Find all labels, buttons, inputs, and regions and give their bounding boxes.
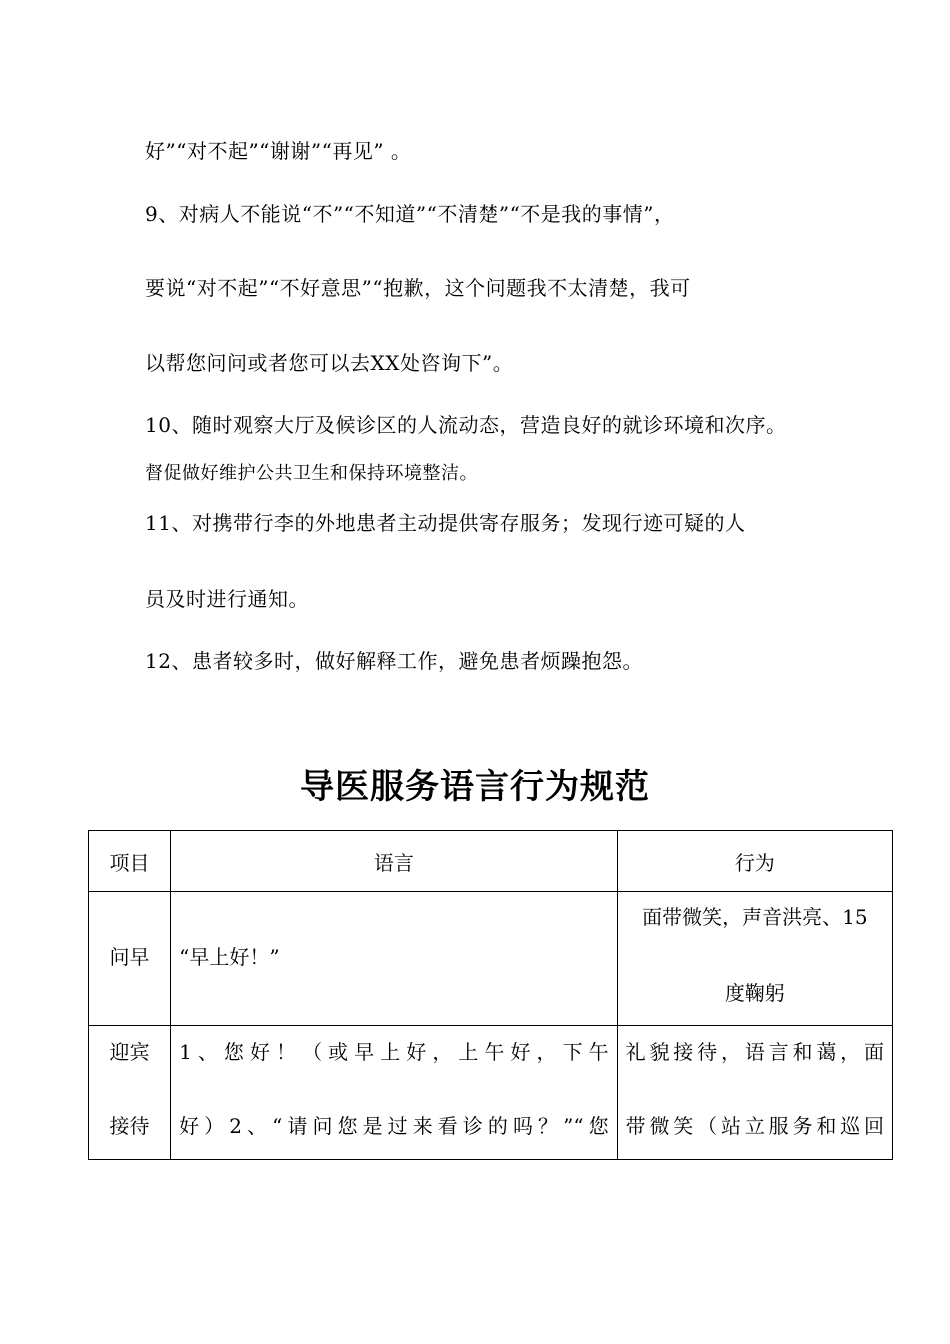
table-header-row	[89, 831, 893, 892]
cell-text: 迎宾	[109, 1040, 150, 1064]
table-row	[89, 892, 893, 1026]
cell-text: 问早	[109, 945, 150, 969]
header-behavior: 行为	[617, 831, 892, 892]
cell-text: 1、您好！（或早上好，上午好，下午	[179, 1040, 609, 1064]
body-line: 以帮您问问或者您可以去XX处咨询下”。	[145, 351, 514, 375]
cell-text: “早上好！”	[179, 945, 280, 969]
cell-text: 接待	[109, 1114, 150, 1138]
table-row	[89, 1026, 893, 1160]
body-line: 9、对病人不能说“不”“不知道”“不清楚”“不是我的事情”，	[145, 202, 675, 226]
cell-text: 好）2、“请问您是过来看诊的吗？”“您	[179, 1114, 609, 1138]
service-spec-table	[88, 830, 893, 1160]
cell-behavior	[617, 892, 892, 1026]
cell-behavior	[617, 1026, 892, 1160]
cell-text: 度鞠躬	[724, 981, 785, 1005]
header-language: 语言	[171, 831, 618, 892]
cell-text: 礼貌接待，语言和蔼，面	[625, 1040, 884, 1064]
page-title: 导医服务语言行为规范	[300, 767, 650, 807]
cell-item	[89, 892, 171, 1026]
body-line: 员及时进行通知。	[145, 587, 309, 611]
body-line: 10、随时观察大厅及候诊区的人流动态，营造良好的就诊环境和次序。	[145, 413, 787, 437]
body-line: 12、患者较多时，做好解释工作，避免患者烦躁抱怨。	[145, 649, 643, 673]
header-item: 项目	[89, 831, 171, 892]
body-line: 要说“对不起”“不好意思”“抱歉，这个问题我不太清楚，我可	[145, 276, 691, 300]
cell-item	[89, 1026, 171, 1160]
cell-language	[171, 892, 618, 1026]
cell-language	[171, 1026, 618, 1160]
cell-text: 面带微笑，声音洪亮、15	[642, 905, 868, 929]
body-line: 11、对携带行李的外地患者主动提供寄存服务；发现行迹可疑的人	[145, 511, 746, 535]
body-line: 督促做好维护公共卫生和保持环境整洁。	[145, 463, 478, 484]
body-line: 好”“对不起”“谢谢”“再见” 。	[145, 139, 412, 163]
cell-text: 带微笑（站立服务和巡回	[625, 1114, 884, 1138]
